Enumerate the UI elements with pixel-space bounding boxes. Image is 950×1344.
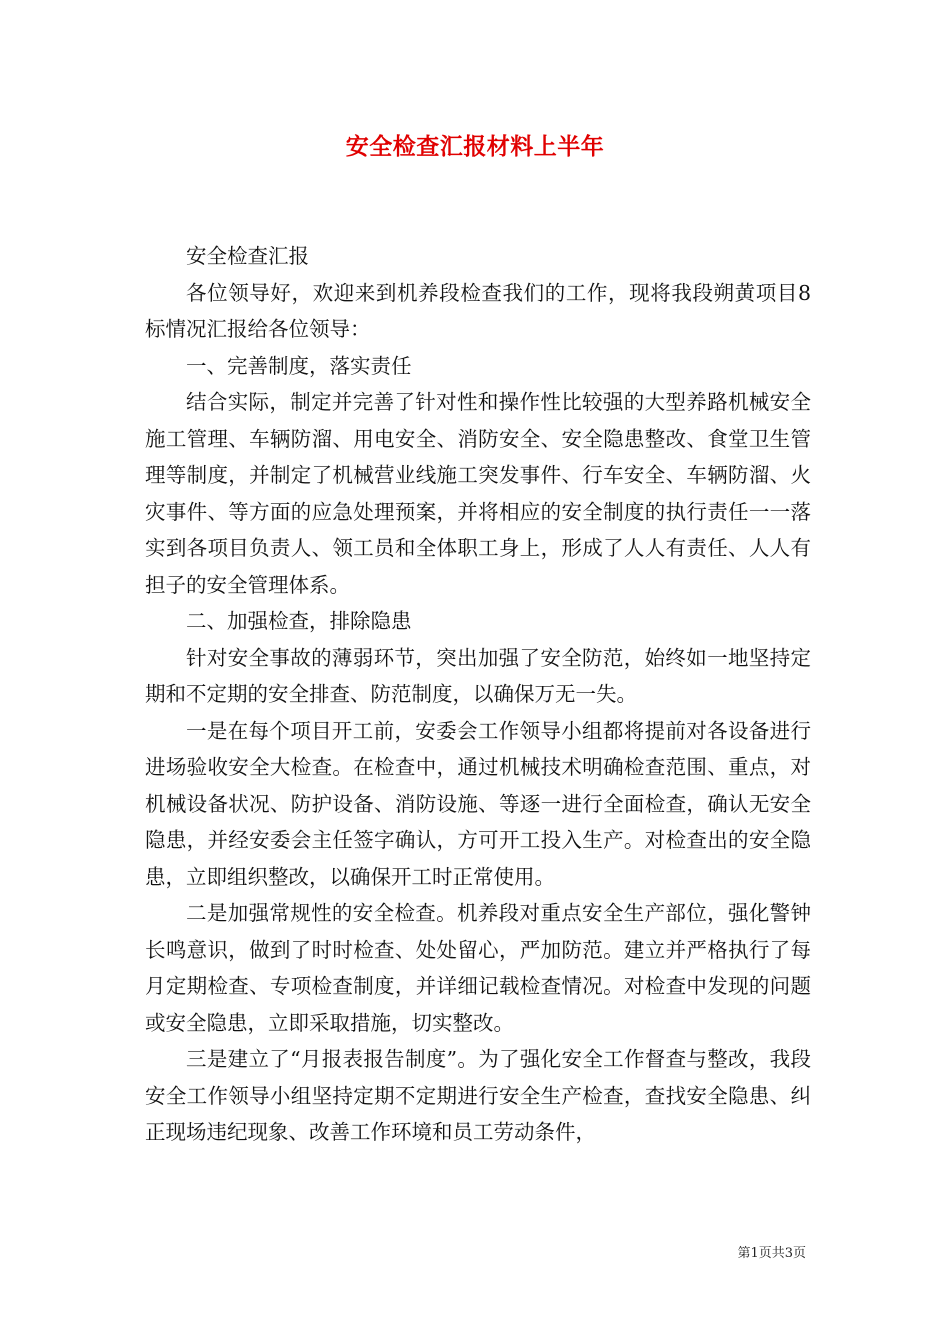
paragraph-point-1: 一是在每个项目开工前，安委会工作领导小组都将提前对各设备进行进场验收安全大检查。在检查中，通过机械技术明确检查范围、重点，对机械设备状况、防护设备、消防设施、等逐一进行全面检查，确认无安全隐患，并经安委会主任签字确认，方可开工投入生产。对检查出的安全隐患，立即组织整改，以确保开工时正常使用。 [145,718,811,889]
document-title: 安全检查汇报材料上半年 [345,134,605,160]
section-heading-1: 一、完善制度，落实责任 [186,353,412,378]
paragraph-report-heading: 安全检查汇报 [186,244,309,268]
section-heading-2: 二、加强检查，排除隐患 [186,609,412,633]
paragraph-point-3: 三是建立了“月报表报告制度”。为了强化安全工作督查与整改，我段安全工作领导小组坚持定期不定期进行安全生产检查，查找安全隐患、纠正现场违纪现象、改善工作环境和员工劳动条件， [145,1047,811,1144]
paragraph-greeting: 各位领导好，欢迎来到机养段检查我们的工作，现将我段朔黄项目8标情况汇报给各位领导： [145,280,811,341]
paragraph-point-2: 二是加强常规性的安全检查。机养段对重点安全生产部位，强化警钟长鸣意识，做到了时时检查、处处留心，严加防范。建立并严格执行了每月定期检查、专项检查制度，并详细记载检查情况。对检查中发现的问题或安全隐患，立即采取措施，切实整改。 [145,901,811,1035]
paragraph-system: 结合实际，制定并完善了针对性和操作性比较强的大型养路机械安全施工管理、车辆防溜、用电安全、消防安全、安全隐患整改、食堂卫生管理等制度，并制定了机械营业线施工突发事件、行车安全、车辆防溜、火灾事件、等方面的应急处理预案，并将相应的安全制度的执行责任一一落实到各项目负责人、领工员和全体职工身上，形成了人人有责任、人人有担子的安全管理体系。 [145,390,811,597]
document-body [145,238,811,1151]
page-number: 第1页共3页 [737,1246,806,1261]
paragraph-weak-links: 针对安全事故的薄弱环节，突出加强了安全防范，始终如一地坚持定期和不定期的安全排查、防范制度，以确保万无一失。 [145,645,811,706]
